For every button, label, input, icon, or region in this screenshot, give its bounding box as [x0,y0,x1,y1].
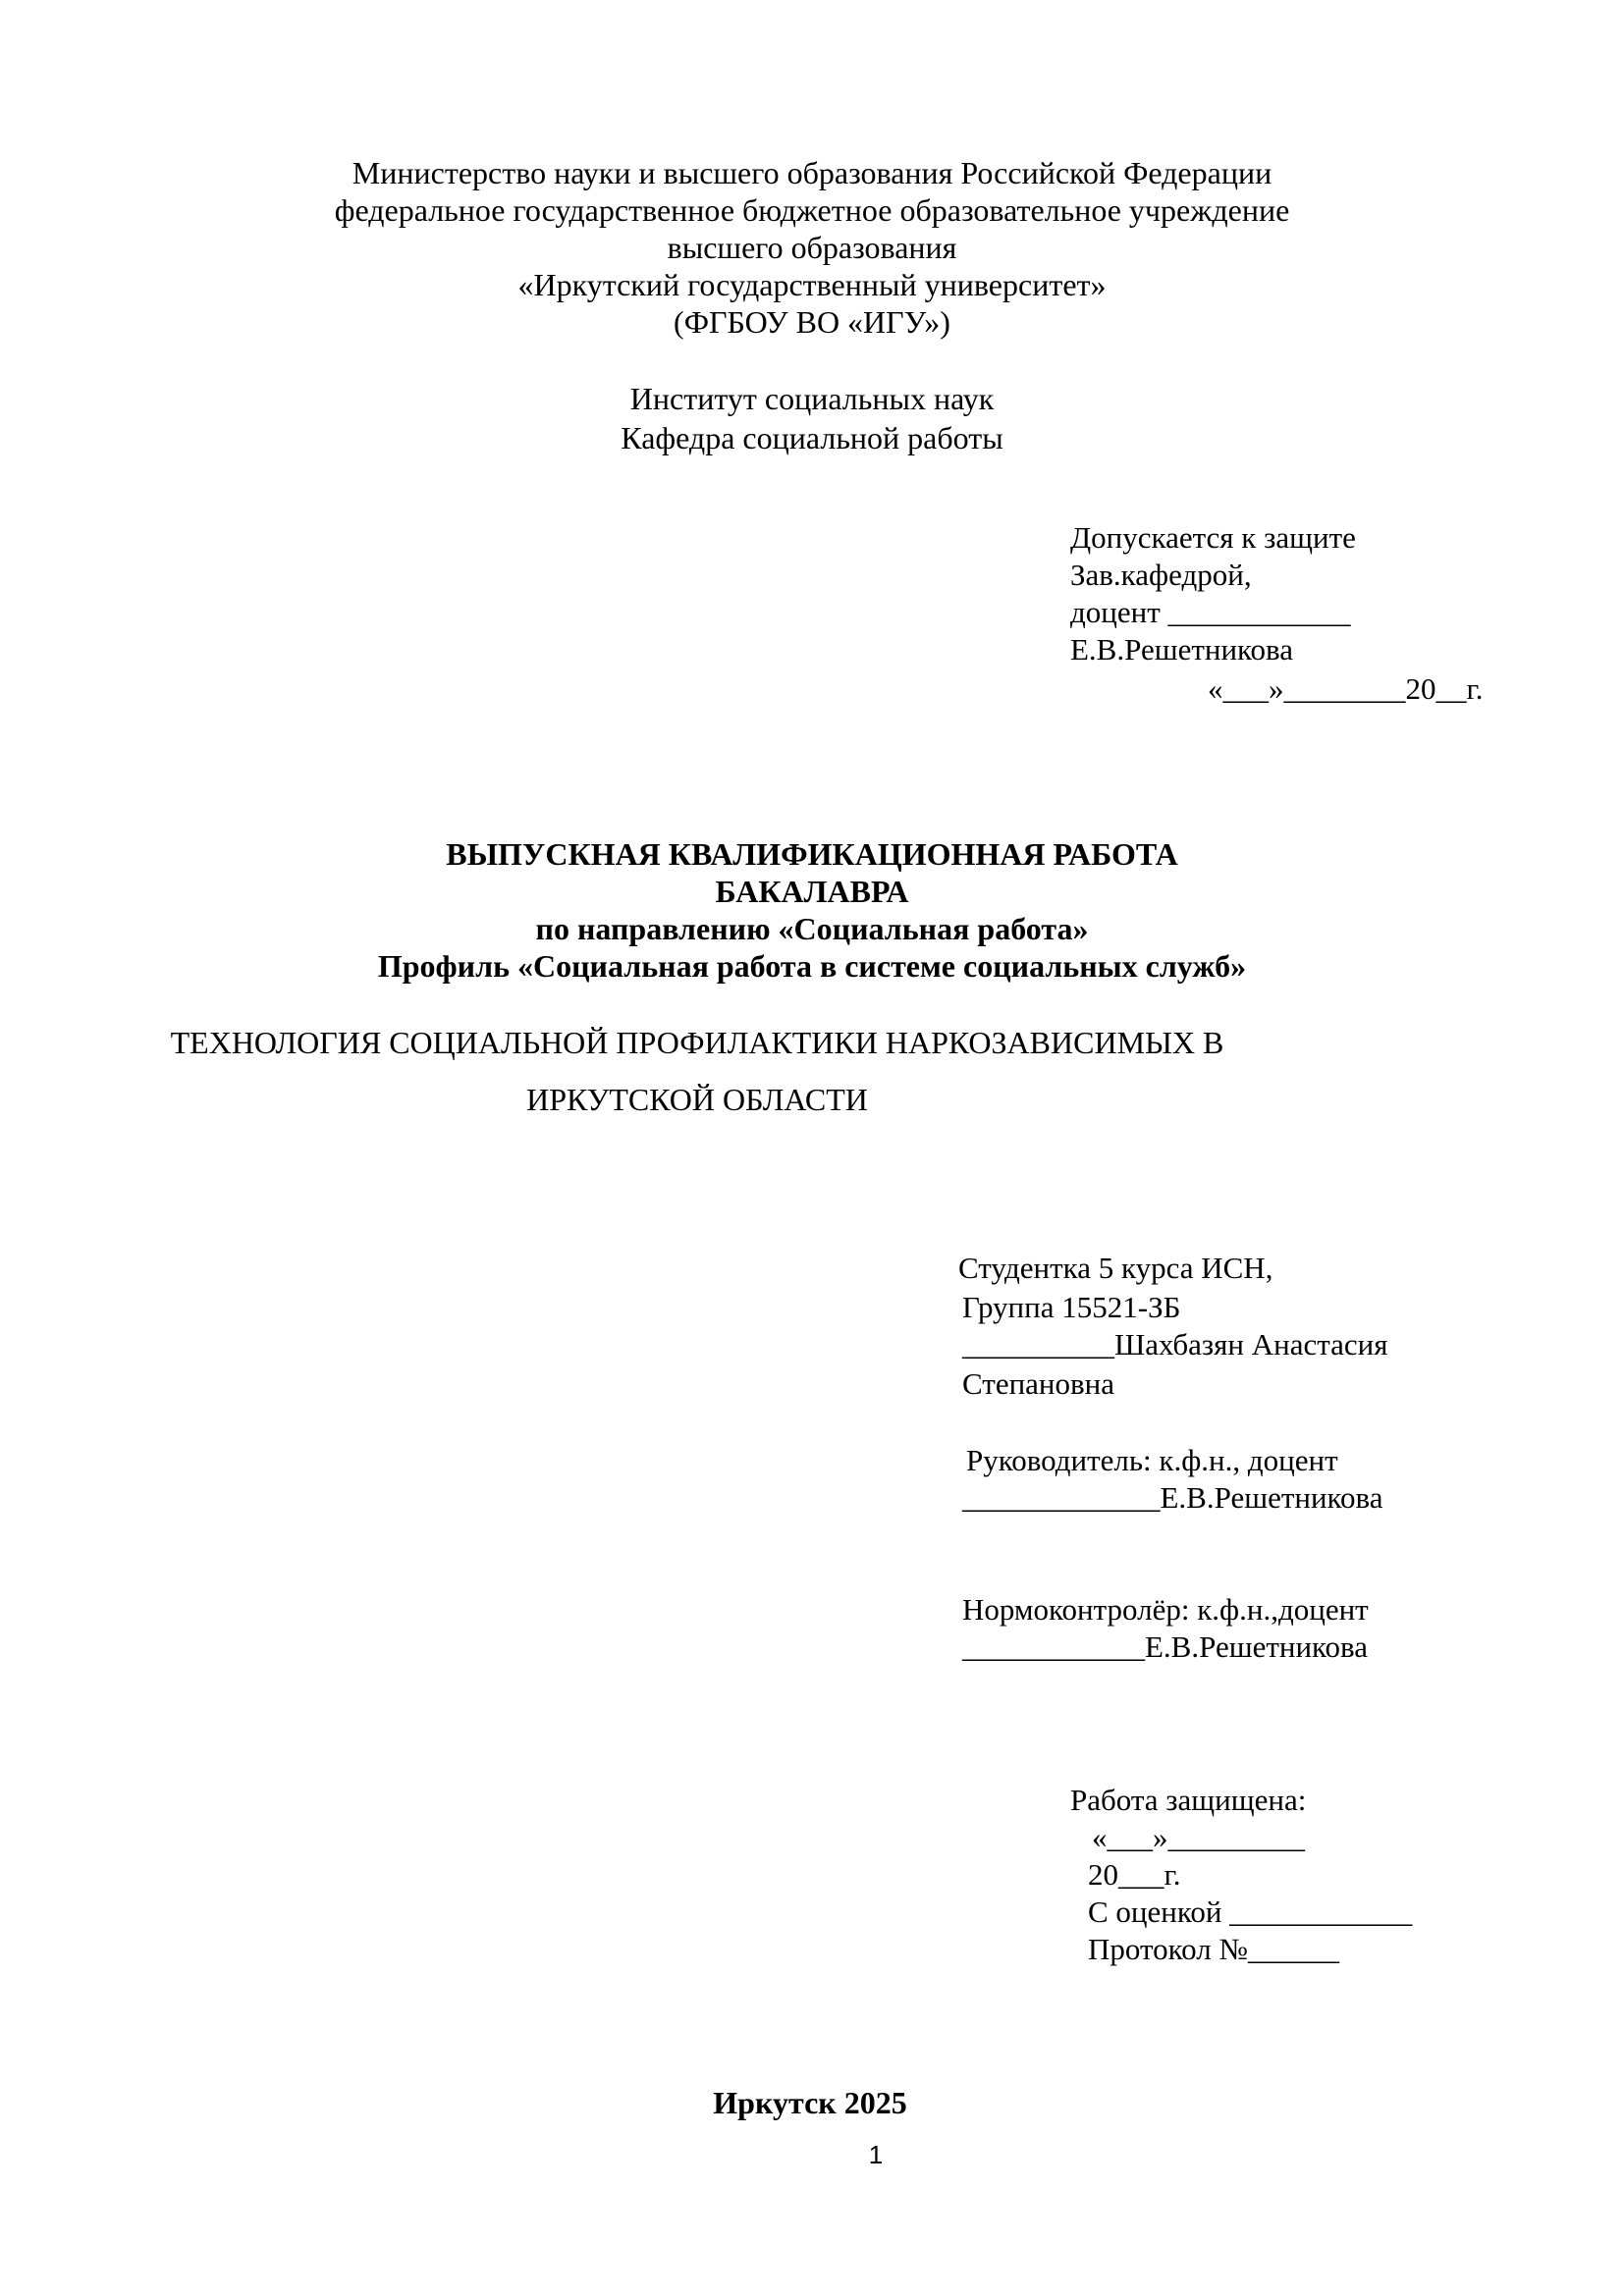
university-line: «Иркутский государственный университет» [517,267,1107,302]
admission-date: «___»________20__г. [1208,671,1484,706]
ministry-line: Министерство науки и высшего образования Российской Федерации [352,155,1272,190]
direction-line: по направлению «Социальная работа» [535,911,1089,946]
city-year: Иркутск 2025 [713,2085,907,2120]
supervisor-line-2: _____________Е.В.Решетникова [962,1480,1383,1515]
student-line-1: Студентка 5 курса ИСН, [958,1251,1273,1285]
topic-line-1: ТЕХНОЛОГИЯ СОЦИАЛЬНОЙ ПРОФИЛАКТИКИ НАРКОЗАВИСИМЫХ В [170,1025,1224,1060]
institute-name: Институт социальных наук [629,381,995,416]
admission-line-2: Зав.кафедрой, [1070,558,1252,592]
defense-line-1: Работа защищена: [1070,1783,1307,1817]
admission-line-4: Е.В.Решетникова [1070,632,1294,667]
institution-type-line: федеральное государственное бюджетное образовательное учреждение [334,192,1290,228]
student-line-2: Группа 15521-ЗБ [962,1290,1181,1324]
admission-line-3: доцент ____________ [1070,595,1351,629]
abbreviation-line: (ФГБОУ ВО «ИГУ») [674,304,950,340]
student-line-3: __________Шахбазян Анастасия [962,1327,1388,1362]
topic-line-2: ИРКУТСКОЙ ОБЛАСТИ [526,1082,868,1117]
profile-line: Профиль «Социальная работа в системе социальных служб» [377,948,1247,984]
supervisor-line-1: Руководитель: к.ф.н., доцент [966,1443,1338,1477]
work-type-line-2: БАКАЛАВРА [715,874,909,909]
defense-line-2: «___»_________ [1092,1820,1305,1854]
department-name: Кафедра социальной работы [621,420,1003,455]
student-line-4: Степановна [962,1366,1114,1401]
defense-line-3: 20___г. [1088,1857,1181,1892]
normcontrol-line-1: Нормоконтролёр: к.ф.н.,доцент [962,1592,1369,1627]
normcontrol-line-2: ____________Е.В.Решетникова [962,1629,1369,1664]
admission-line-1: Допускается к защите [1070,520,1356,555]
page-number: 1 [868,2140,884,2169]
defense-line-4: С оценкой ____________ [1088,1895,1413,1929]
institution-level-line: высшего образования [667,230,957,265]
work-type-line-1: ВЫПУСКНАЯ КВАЛИФИКАЦИОННАЯ РАБОТА [446,836,1178,872]
defense-line-5: Протокол №______ [1088,1932,1339,1966]
